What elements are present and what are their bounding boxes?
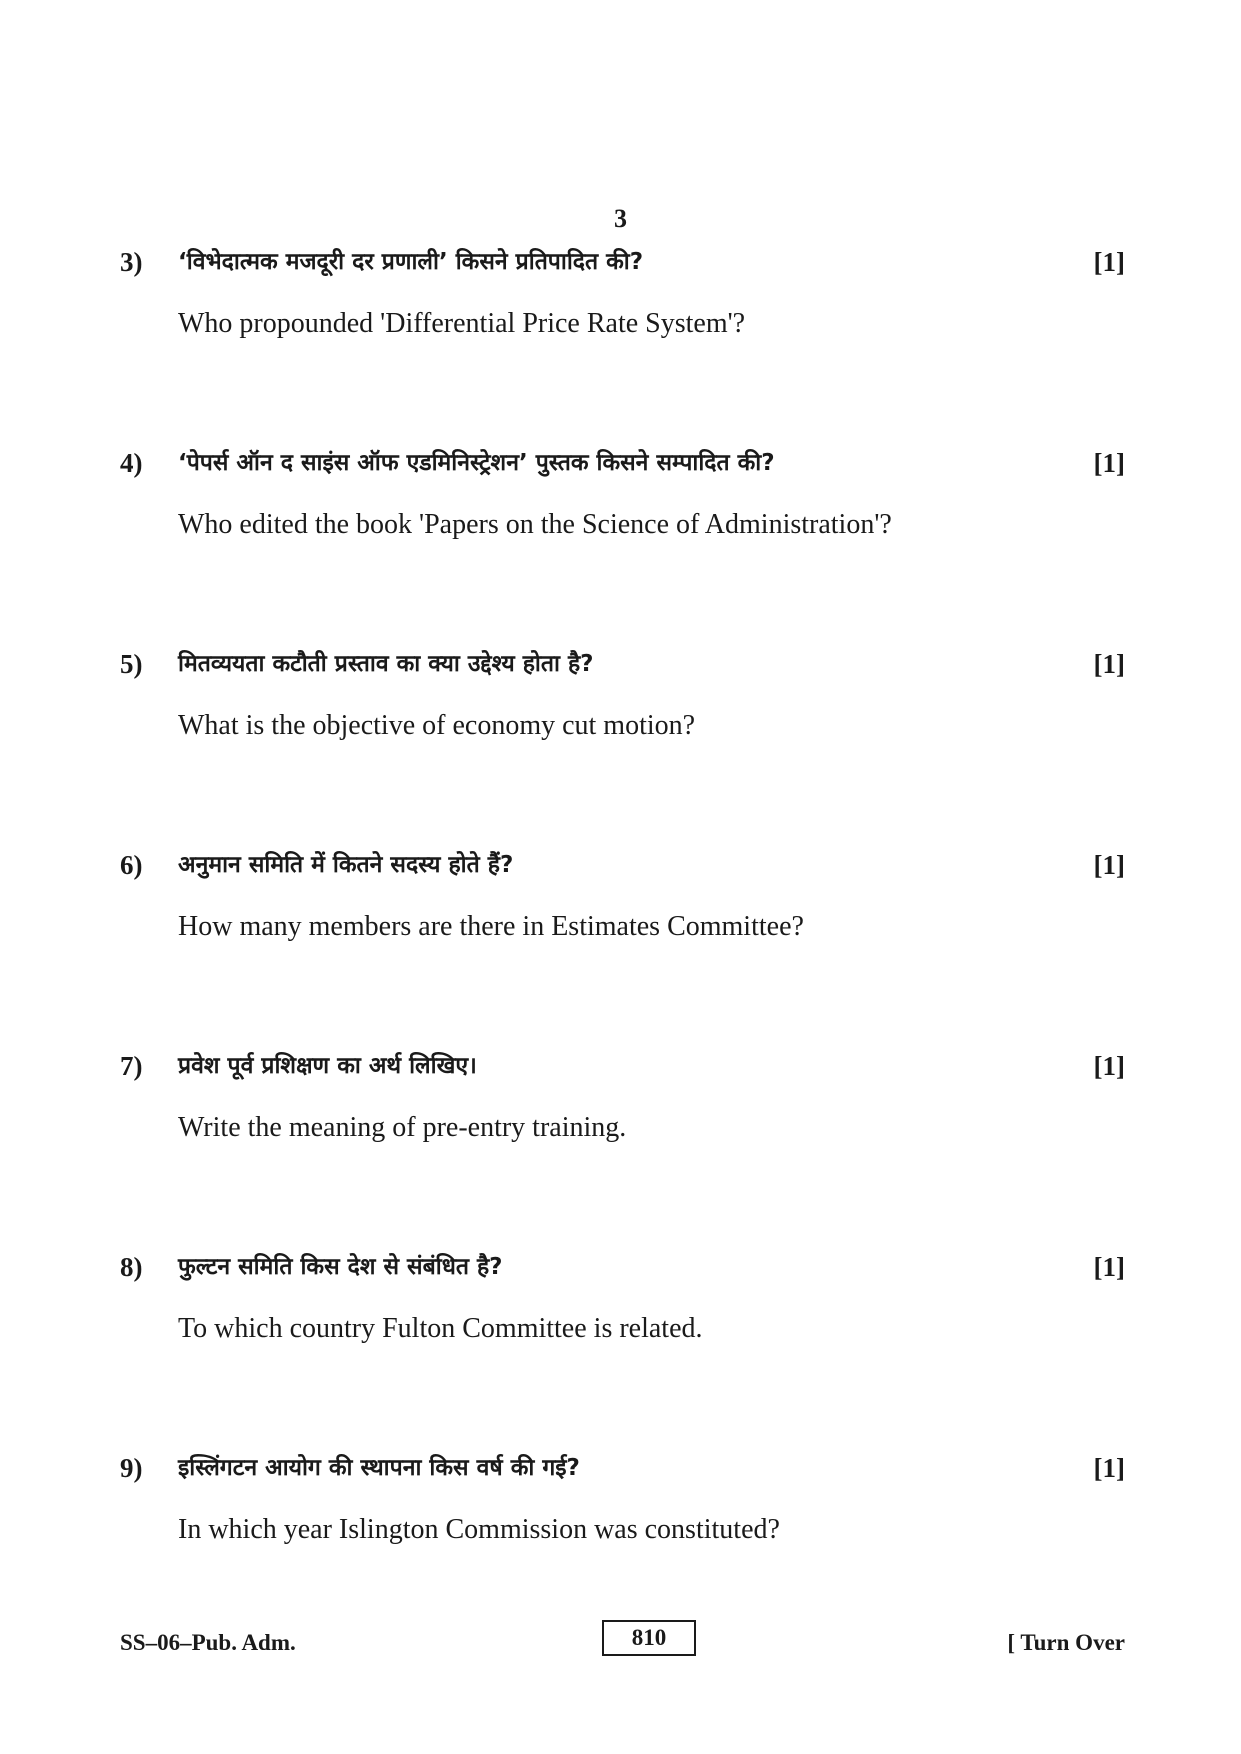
question-number: 3) (120, 247, 143, 277)
question-number: 8) (120, 1252, 143, 1282)
question-text-hindi: अनुमान समिति में कितने सदस्य होते हैं? (178, 852, 514, 878)
question-marks: [1] (1093, 1453, 1125, 1483)
question-number: 5) (120, 649, 143, 679)
question-marks: [1] (1093, 247, 1125, 277)
question-number: 4) (120, 448, 143, 478)
question-text-english: To which country Fulton Committee is related. (178, 1313, 703, 1344)
question-text-english: Who propounded 'Differential Price Rate System'? (178, 308, 746, 339)
question-text-hindi: इस्लिंगटन आयोग की स्थापना किस वर्ष की गई? (178, 1455, 580, 1481)
question-5 (0, 646, 1241, 766)
question-marks: [1] (1093, 649, 1125, 679)
question-text-hindi: मितव्ययता कटौती प्रस्ताव का क्या उद्देश्य होता है? (178, 651, 594, 677)
question-text-english: What is the objective of economy cut motion? (178, 710, 696, 741)
question-text-hindi: फुल्टन समिति किस देश से संबंधित है? (178, 1254, 503, 1280)
question-text-hindi: ‘पेपर्स ऑन द साइंस ऑफ एडमिनिस्ट्रेशन’ पुस्तक किसने सम्पादित की? (178, 450, 775, 476)
question-text-english: In which year Islington Commission was constituted? (178, 1514, 780, 1545)
question-marks: [1] (1093, 1051, 1125, 1081)
paper-code: SS–06–Pub. Adm. (120, 1630, 296, 1655)
question-number: 9) (120, 1453, 143, 1483)
question-marks: [1] (1093, 850, 1125, 880)
question-text-english: Write the meaning of pre-entry training. (178, 1112, 627, 1143)
question-3 (0, 244, 1241, 364)
paper-number-box: 810 (602, 1620, 696, 1656)
question-4 (0, 445, 1241, 565)
question-number: 7) (120, 1051, 143, 1081)
question-text-english: How many members are there in Estimates Committee? (178, 911, 804, 942)
question-9 (0, 1450, 1241, 1570)
turn-over-label: [ Turn Over (1007, 1630, 1125, 1655)
question-text-hindi: ‘विभेदात्मक मजदूरी दर प्रणाली’ किसने प्रतिपादित की? (178, 249, 644, 275)
question-number: 6) (120, 850, 143, 880)
question-marks: [1] (1093, 448, 1125, 478)
question-7 (0, 1048, 1241, 1168)
question-8 (0, 1249, 1241, 1369)
question-text-english: Who edited the book 'Papers on the Science of Administration'? (178, 509, 892, 540)
question-6 (0, 847, 1241, 967)
page-number: 3 (614, 204, 627, 233)
page-footer (0, 1620, 1241, 1670)
question-marks: [1] (1093, 1252, 1125, 1282)
question-text-hindi: प्रवेश पूर्व प्रशिक्षण का अर्थ लिखिए। (178, 1053, 477, 1079)
